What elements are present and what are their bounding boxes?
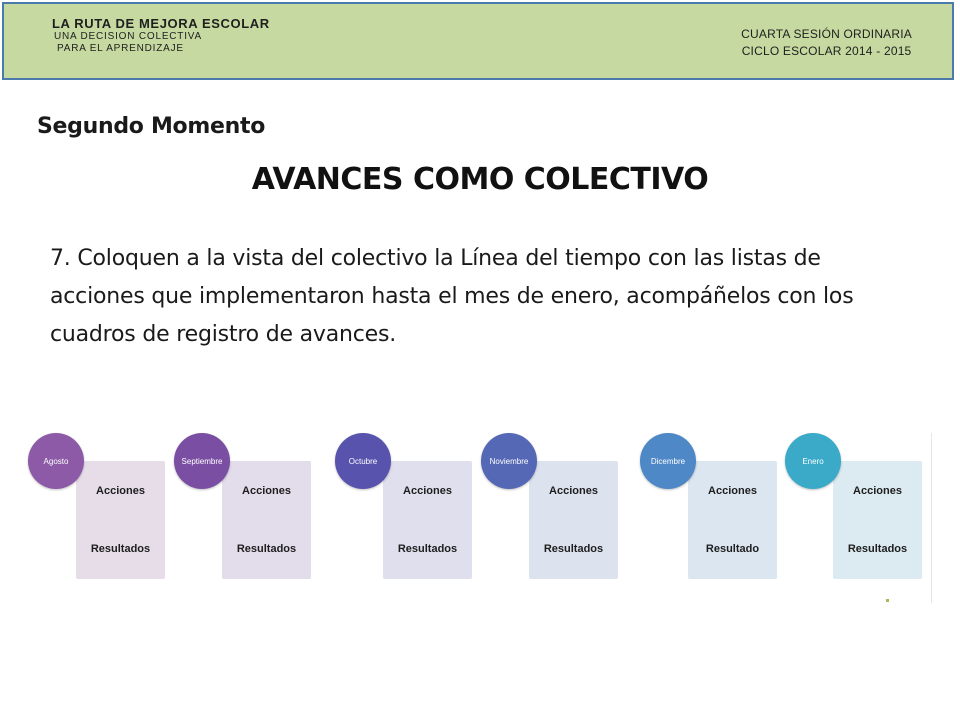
timeline-month (335, 433, 477, 585)
timeline-month (785, 433, 927, 585)
month-circle: Noviembre (481, 433, 537, 489)
month-card (76, 461, 165, 579)
actions-label: Acciones (853, 485, 902, 497)
month-card (383, 461, 472, 579)
actions-label: Acciones (403, 485, 452, 497)
results-label: Resultados (543, 543, 604, 555)
month-circle: Octubre (335, 433, 391, 489)
instruction-text: 7. Coloquen a la vista del colectivo la Línea del tiempo con las listas de acciones que implementaron hasta el mes de enero, acompáñelos con los cuadros de registro de avances. (50, 246, 854, 347)
header-title: LA RUTA DE MEJORA ESCOLAR (52, 16, 270, 31)
timeline-month (28, 433, 170, 585)
month-card (222, 461, 311, 579)
month-circle: Agosto (28, 433, 84, 489)
results-label: Resultados (847, 543, 908, 555)
actions-label: Acciones (242, 485, 291, 497)
moment-heading: Segundo Momento (37, 114, 266, 139)
small-mark (886, 599, 889, 602)
month-card (833, 461, 922, 579)
header-left (52, 17, 270, 55)
month-card (529, 461, 618, 579)
results-label: Resultado (705, 543, 760, 555)
timeline-month (481, 433, 623, 585)
page-title: AVANCES COMO COLECTIVO (251, 162, 709, 197)
month-circle: Septiembre (174, 433, 230, 489)
actions-label: Acciones (549, 485, 598, 497)
actions-label: Acciones (708, 485, 757, 497)
cycle-label: CICLO ESCOLAR 2014 - 2015 (741, 44, 912, 58)
image-edge (931, 433, 932, 603)
header-banner (2, 2, 954, 80)
header-right (741, 26, 912, 60)
results-label: Resultados (236, 543, 297, 555)
results-label: Resultados (397, 543, 458, 555)
month-card (688, 461, 777, 579)
timeline-month (174, 433, 316, 585)
header-subtitle-1: UNA DECISION COLECTIVA (54, 31, 202, 42)
session-label: CUARTA SESIÓN ORDINARIA (741, 27, 912, 41)
month-circle: Enero (785, 433, 841, 489)
header-subtitle-2: PARA EL APRENDIZAJE (57, 43, 184, 54)
results-label: Resultados (90, 543, 151, 555)
actions-label: Acciones (96, 485, 145, 497)
timeline-month (640, 433, 782, 585)
timeline (26, 433, 932, 605)
month-circle: Dicembre (640, 433, 696, 489)
